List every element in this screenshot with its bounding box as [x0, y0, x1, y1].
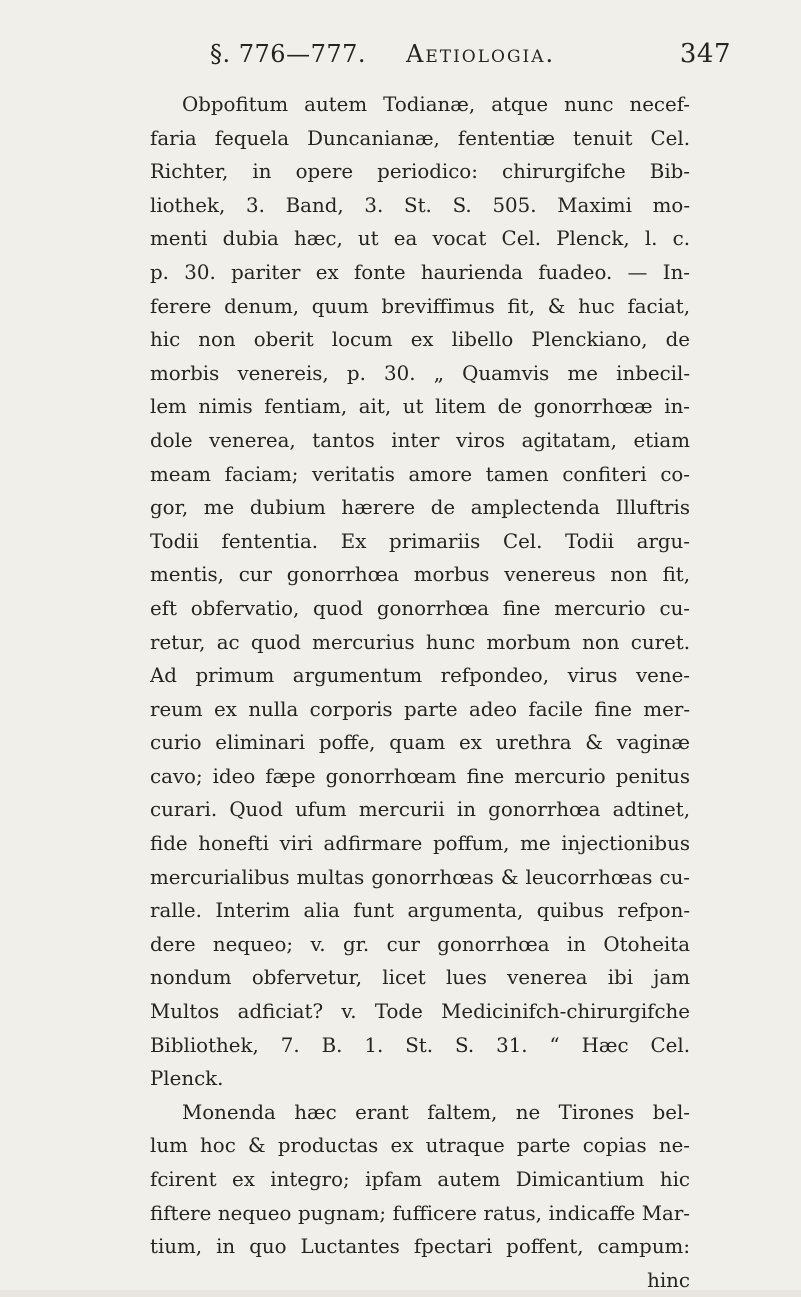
text-line: lem nimis fentiam, ait, ut litem de gonorrhœæ in-	[150, 395, 690, 419]
text-line: liothek, 3. Band, 3. St. S. 505. Maximi mo-	[150, 193, 690, 217]
text-line: curio eliminari poffe, quam ex urethra & vaginæ	[150, 731, 690, 755]
running-title: Aetiologia.	[406, 40, 556, 68]
text-line: Plenck.	[150, 1067, 224, 1091]
text-line: retur, ac quod mercurius hunc morbum non curet.	[150, 630, 690, 654]
page-body	[150, 88, 690, 1297]
text-line: nondum obfervetur, licet lues venerea ibi jam	[150, 966, 690, 990]
text-line: dere nequeo; v. gr. cur gonorrhœa in Otoheita	[150, 932, 690, 956]
text-line: Ad primum argumentum refpondeo, virus vene-	[150, 664, 690, 688]
text-line: ralle. Interim alia funt argumenta, quibus refpon-	[150, 899, 690, 923]
text-line: morbis venereis, p. 30. „ Quamvis me inbecil-	[150, 361, 690, 385]
section-reference: §. 776—777.	[210, 40, 367, 68]
text-line: p. 30. pariter ex fonte haurienda fuadeo. — In-	[150, 260, 690, 284]
text-line: menti dubia hæc, ut ea vocat Cel. Plenck, l. c.	[150, 227, 690, 251]
text-line: Obpofitum autem Todianæ, atque nunc necef-	[182, 93, 690, 116]
text-line: mentis, cur gonorrhœa morbus venereus non fit,	[150, 563, 690, 587]
text-line: fide honefti viri adfirmare poffum, me injectionibus	[150, 832, 690, 856]
text-line: fcirent ex integro; ipfam autem Dimicantium hic	[150, 1168, 690, 1191]
text-line: eft obfervatio, quod gonorrhœa fine mercurio cu-	[150, 596, 690, 620]
text-line: reum ex nulla corporis parte adeo facile fine mer-	[150, 697, 690, 721]
text-line: fiftere nequeo pugnam; fufficere ratus, indicaffe Mar-	[150, 1201, 690, 1225]
text-line: ferere denum, quum breviffimus fit, & huc faciat,	[150, 294, 690, 318]
text-line: curari. Quod ufum mercurii in gonorrhœa adtinet,	[150, 798, 690, 822]
page-number: 347	[679, 39, 731, 69]
text-line: faria fequela Duncanianæ, fententiæ tenuit Cel.	[150, 126, 690, 150]
text-line: tium, in quo Luctantes fpectari poffent, campum:	[150, 1235, 690, 1259]
text-line: lum hoc & productas ex utraque parte copias ne-	[150, 1134, 690, 1158]
text-line: gor, me dubium hærere de amplectenda Illuftris	[150, 496, 690, 520]
text-line: dole venerea, tantos inter viros agitatam, etiam	[150, 428, 690, 452]
text-line: meam faciam; veritatis amore tamen confiteri co-	[150, 462, 690, 486]
text-line: cavo; ideo fæpe gonorrhœam fine mercurio penitus	[150, 764, 690, 788]
running-header	[210, 32, 731, 76]
text-line: Bibliothek, 7. B. 1. St. S. 31. “ Hæc Cel.	[150, 1033, 690, 1057]
text-line: Richter, in opere periodico: chirurgifche Bib-	[150, 160, 690, 184]
text-line: Multos adficiat? v. Tode Medicinifch-chirurgifche	[150, 1000, 690, 1024]
text-line: Monenda hæc erant faltem, ne Tirones bel-	[182, 1100, 690, 1124]
text-line: Todii fententia. Ex primariis Cel. Todii argu-	[150, 529, 690, 553]
catchword: hinc	[647, 1268, 690, 1292]
text-line: mercurialibus multas gonorrhœas & leucorrhœas cu-	[150, 865, 690, 889]
text-line: hic non oberit locum ex libello Plenckiano, de	[150, 328, 690, 352]
